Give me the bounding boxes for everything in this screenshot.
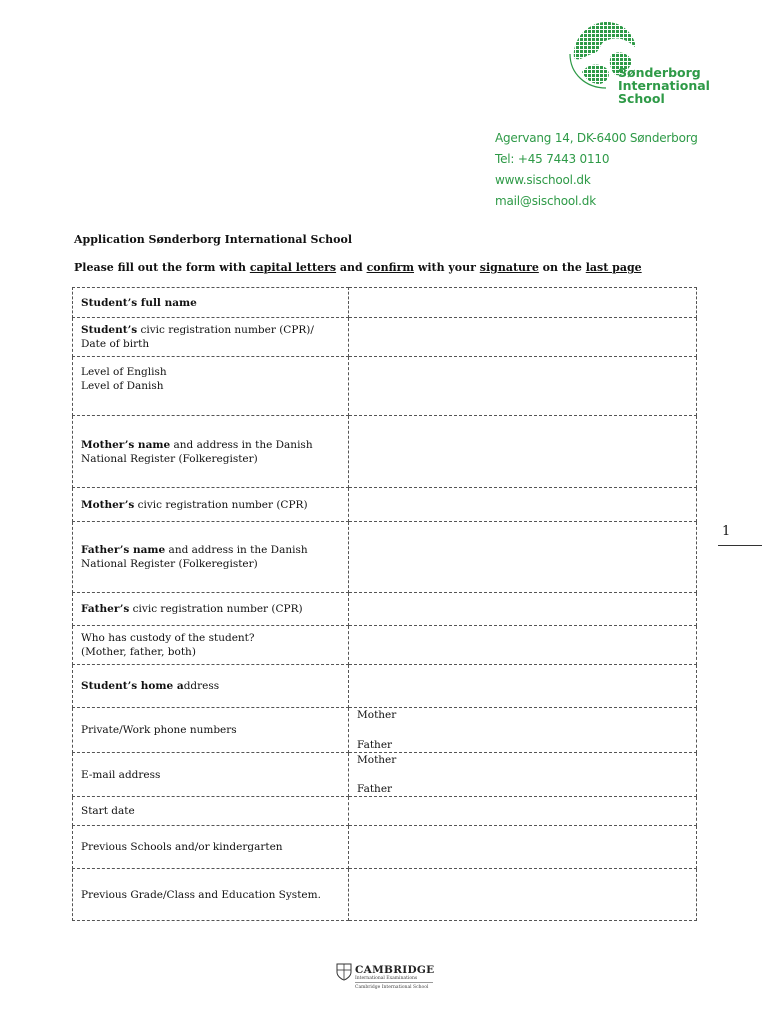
label-bold: Father’s name [81, 544, 166, 556]
label-bold: Student’s [81, 324, 138, 336]
row-student-name [73, 288, 697, 318]
label-email [73, 753, 349, 797]
row-phone [73, 708, 697, 753]
page-number: 1 [722, 524, 731, 539]
field-father-cpr[interactable] [349, 593, 697, 626]
email-link[interactable]: mail@sischool.dk [495, 194, 596, 208]
label-rest: civic registration number (CPR)/ [137, 324, 314, 336]
row-custody [73, 626, 697, 665]
row-previous-schools [73, 826, 697, 869]
instruction-underlined: confirm [366, 261, 415, 274]
label-home-address [73, 665, 349, 708]
label-line2: Date of birth [81, 338, 150, 350]
page-title: Application Sønderborg International School [74, 233, 352, 246]
label-languages [73, 357, 349, 416]
row-email [73, 753, 697, 797]
row-languages [73, 357, 697, 416]
application-form-table [72, 287, 697, 921]
row-father-cpr [73, 593, 697, 626]
label-line1: Who has custody of the student? [81, 632, 255, 644]
label-bold: Mother’s [81, 498, 135, 511]
row-mother-address [73, 416, 697, 488]
field-student-name[interactable] [349, 288, 697, 318]
school-name-line-3: School [618, 91, 665, 106]
email-mother-label: Mother [357, 754, 397, 766]
label-bold: Mother’s name [81, 438, 171, 451]
cambridge-tagline: Cambridge International School [355, 985, 429, 990]
contact-block [495, 128, 698, 212]
label-line2: National Register (Folkeregister) [81, 452, 258, 465]
label-text: Start date [81, 805, 135, 817]
label-father-cpr [73, 593, 349, 626]
cambridge-divider [355, 982, 433, 983]
label-line2: National Register (Folkeregister) [81, 558, 258, 570]
field-home-address[interactable] [349, 665, 697, 708]
school-logo [568, 18, 708, 110]
label-rest: and address in the Danish [165, 544, 308, 556]
phone-mother-label: Mother [357, 709, 397, 721]
field-father-address[interactable] [349, 522, 697, 593]
school-name-line-1: Sønderborg [618, 65, 701, 80]
field-email[interactable] [349, 753, 697, 797]
label-text: Previous Schools and/or kindergarten [81, 841, 283, 853]
field-custody[interactable] [349, 626, 697, 665]
field-phone[interactable] [349, 708, 697, 753]
cambridge-subtitle: International Examinations [355, 976, 418, 981]
cambridge-logo [336, 963, 436, 995]
row-home-address [73, 665, 697, 708]
instruction-underlined: signature [479, 261, 539, 274]
email-father-label: Father [357, 783, 393, 795]
cambridge-crest-icon [336, 963, 352, 981]
label-english: Level of English [81, 366, 167, 378]
row-student-cpr [73, 318, 697, 357]
label-text: E-mail address [81, 768, 161, 781]
label-rest: civic registration number (CPR) [134, 498, 308, 511]
instruction-part: and [336, 261, 367, 274]
label-bold: Student’s full name [81, 296, 197, 309]
phone-text: Tel: +45 7443 0110 [495, 152, 610, 166]
instruction-part: with your [414, 261, 480, 274]
label-previous-schools [73, 826, 349, 869]
label-line2: (Mother, father, both) [81, 646, 196, 658]
row-father-address [73, 522, 697, 593]
cambridge-title: CAMBRIDGE [355, 964, 435, 976]
field-mother-address[interactable] [349, 416, 697, 488]
school-name [618, 66, 710, 105]
label-custody [73, 626, 349, 665]
row-start-date [73, 797, 697, 826]
label-text: Private/Work phone numbers [81, 724, 237, 736]
phone-father-label: Father [357, 739, 393, 751]
row-mother-cpr [73, 488, 697, 522]
instruction-text [74, 261, 642, 274]
label-bold: Father’s [81, 603, 130, 615]
field-languages[interactable] [349, 357, 697, 416]
school-name-line-2: International [618, 78, 710, 93]
label-rest: and address in the Danish [170, 438, 313, 451]
field-mother-cpr[interactable] [349, 488, 697, 522]
label-phone [73, 708, 349, 753]
row-previous-grade [73, 869, 697, 921]
label-danish: Level of Danish [81, 380, 164, 392]
label-previous-grade [73, 869, 349, 921]
label-mother-address [73, 416, 349, 488]
label-student-cpr [73, 318, 349, 357]
label-father-address [73, 522, 349, 593]
field-student-cpr[interactable] [349, 318, 697, 357]
instruction-underlined: capital letters [249, 261, 337, 274]
instruction-part: on the [538, 261, 586, 274]
instruction-underlined: last page [585, 261, 642, 274]
instruction-part: Please fill out the form with [74, 261, 250, 274]
label-rest: civic registration number (CPR) [129, 603, 303, 615]
website-link[interactable]: www.sischool.dk [495, 173, 591, 187]
field-previous-schools[interactable] [349, 826, 697, 869]
field-start-date[interactable] [349, 797, 697, 826]
label-student-name [73, 288, 349, 318]
address-text: Agervang 14, DK-6400 Sønderborg [495, 131, 698, 145]
page-number-rule [718, 545, 762, 546]
label-mother-cpr [73, 488, 349, 522]
label-start-date [73, 797, 349, 826]
label-text: Previous Grade/Class and Education System. [81, 888, 321, 901]
label-bold: Student’s home a [81, 680, 184, 692]
label-rest: ddress [183, 680, 220, 692]
field-previous-grade[interactable] [349, 869, 697, 921]
